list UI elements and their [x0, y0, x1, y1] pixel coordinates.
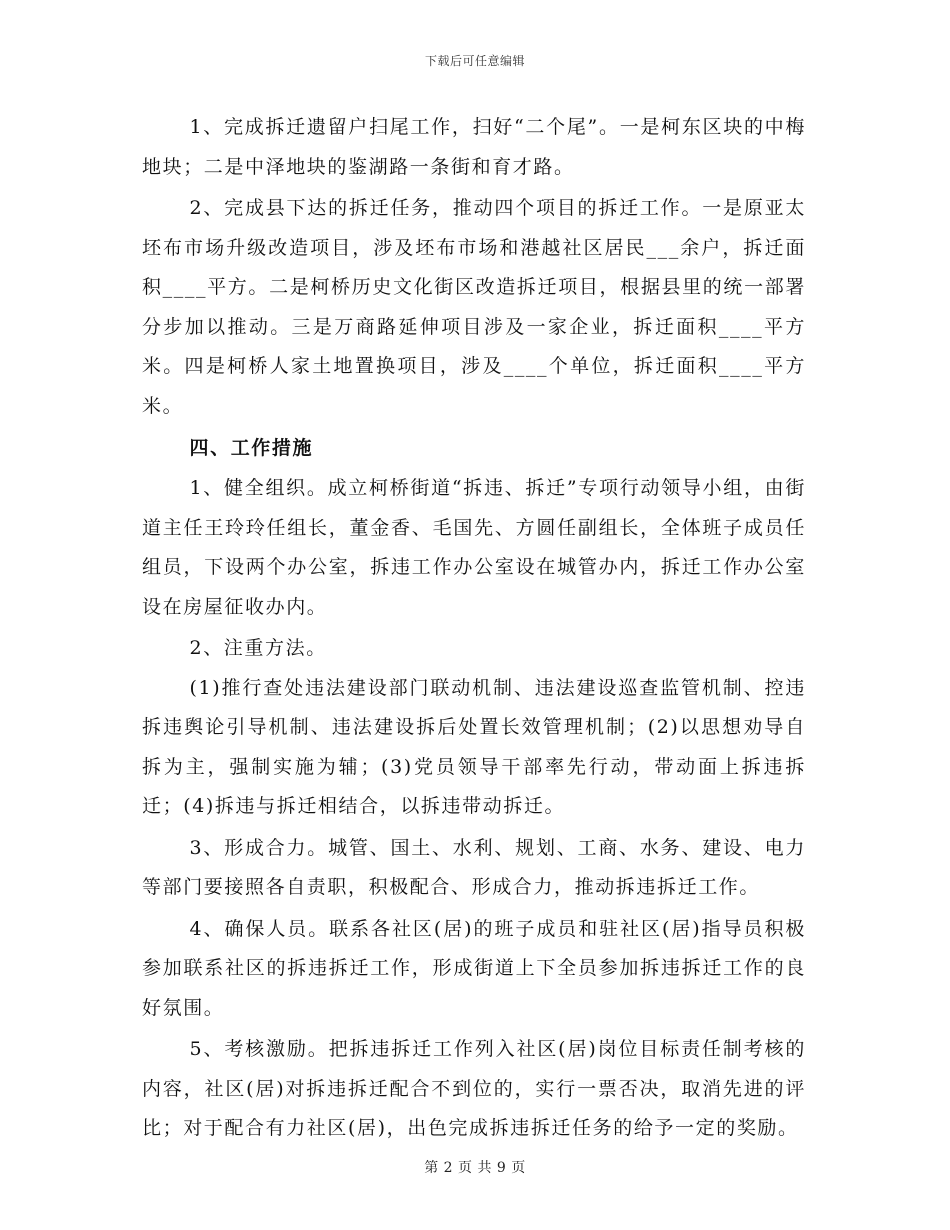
- page-header: 下载后可任意编辑: [424, 54, 525, 68]
- paragraph-task-2: 2、完成县下达的拆迁任务，推动四个项目的拆迁工作。一是原亚太坯布市场升级改造项目，涉及坯布市场和港越社区居民___余户，拆迁面积____平方。二是柯桥历史文化街区改造拆迁项目，根据县里的统一部署分步加以推动。三是万商路延伸项目涉及一家企业，拆迁面积____平方米。四是柯桥人家土地置换项目，涉及____个单位，拆迁面积____平方米。: [142, 197, 806, 417]
- measure-personnel: 4、确保人员。联系各社区(居)的班子成员和驻社区(居)指导员积极参加联系社区的拆违拆迁工作，形成街道上下全员参加拆违拆迁工作的良好氛围。: [142, 917, 806, 1019]
- measure-method-details: (1)推行查处违法建设部门联动机制、违法建设巡查监管机制、控违拆违舆论引导机制、违法建设拆后处置长效管理机制；(2)以思想劝导自拆为主，强制实施为辅；(3)党员领导干部率先行动，带动面上拆违拆迁；(4)拆违与拆迁相结合，以拆违带动拆迁。: [142, 676, 806, 817]
- measure-method-heading: 2、注重方法。: [189, 637, 327, 659]
- measure-cooperation: 3、形成合力。城管、国土、水利、规划、工商、水务、建设、电力等部门要接照各自责职，积极配合、形成合力，推动拆违拆迁工作。: [142, 836, 806, 898]
- measure-organization: 1、健全组织。成立柯桥街道“拆违、拆迁”专项行动领导小组，由街道主任王玲玲任组长，董金香、毛国先、方圆任副组长，全体班子成员任组员，下设两个办公室，拆违工作办公室设在城管办内，拆迁工作办公室设在房屋征收办内。: [142, 477, 806, 618]
- paragraph-task-1: 1、完成拆迁遗留户扫尾工作，扫好“二个尾”。一是柯东区块的中梅地块；二是中泽地块的鉴湖路一条街和育才路。: [142, 116, 806, 178]
- section-heading: 四、工作措施: [189, 437, 314, 459]
- document-body: [142, 108, 806, 1151]
- page-footer: 第 2 页 共 9 页: [424, 1160, 526, 1176]
- measure-assessment: 5、考核激励。把拆违拆迁工作列入社区(居)岗位目标责任制考核的内容，社区(居)对拆违拆迁配合不到位的，实行一票否决，取消先进的评比；对于配合有力社区(居)，出色完成拆违拆迁任务的给予一定的奖励。: [142, 1038, 806, 1139]
